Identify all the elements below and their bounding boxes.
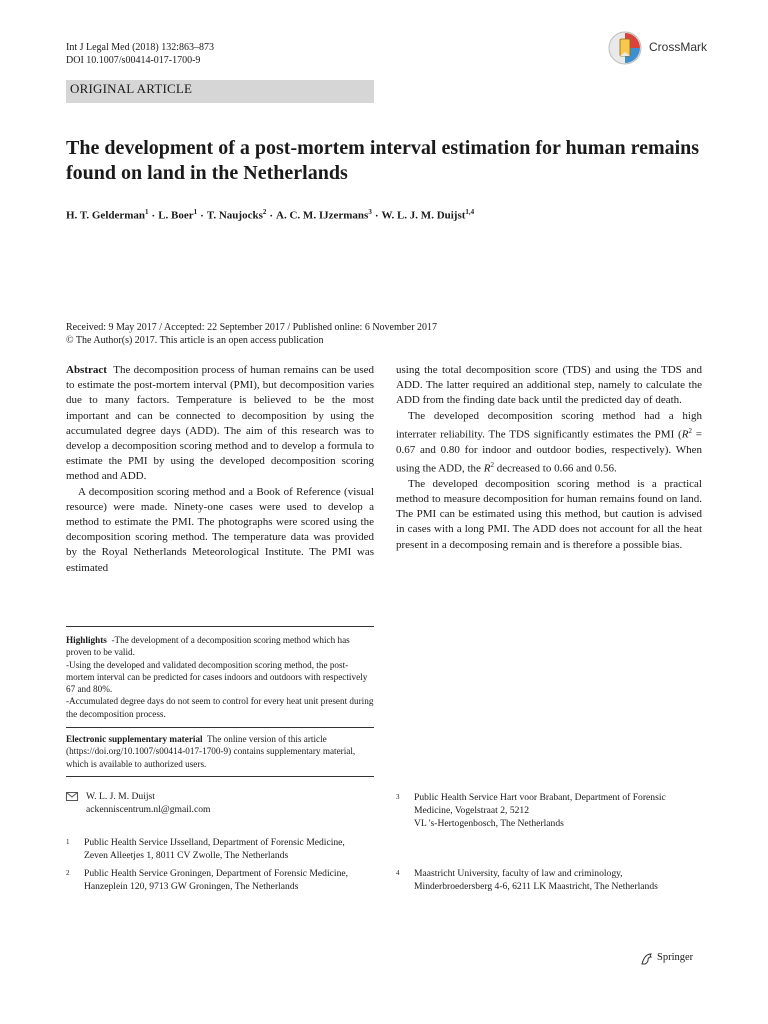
doi-line: DOI 10.1007/s00414-017-1700-9 <box>66 55 201 66</box>
author-name[interactable]: A. C. M. IJzermans <box>276 209 369 222</box>
affiliation-text: Medicine, Vogelstraat 2, 5212 <box>414 805 530 816</box>
article-type-banner: ORIGINAL ARTICLE <box>66 80 374 103</box>
author-name[interactable]: H. T. Gelderman <box>66 209 146 222</box>
divider <box>66 727 374 728</box>
affiliation-text: Maastricht University, faculty of law and criminology, <box>414 868 623 879</box>
journal-reference: Int J Legal Med (2018) 132:863–873 <box>66 42 215 53</box>
abstract-paragraph: using the total decomposition score (TDS) and using the TDS and ADD. The latter required an additional step, namely to calculate the ADD from the finding date back until the predicted day of death. <box>396 364 702 407</box>
affiliation-1 <box>66 836 376 862</box>
divider <box>66 776 374 777</box>
author-affiliation: 1,4 <box>465 208 475 216</box>
crossmark-badge[interactable] <box>607 30 747 66</box>
affiliation-text: Zeven Alleetjes 1, 8011 CV Zwolle, The Netherlands <box>84 850 289 861</box>
author-separator: · <box>200 209 204 222</box>
divider <box>66 626 374 627</box>
author-name[interactable]: L. Boer <box>158 209 194 222</box>
abstract-paragraph <box>66 363 374 485</box>
highlight-item: -Accumulated degree days do not seem to control for every heat unit present during the decomposition process. <box>66 696 374 719</box>
affiliation-number: 3 <box>396 793 400 801</box>
r-squared-symbol: R <box>483 462 491 475</box>
author-affiliation: 2 <box>262 208 267 216</box>
author-affiliation: 3 <box>368 208 372 216</box>
abstract-text: The decomposition process of human remains can be used to estimate the post-mortem interval (PMI), but decomposition varies due to many factors. Temperature is believed to be the most important and can be connected to decomposition by using the accumulated degree days (ADD). The aim of this research was to develop a decomposition scoring method and to develop a formula to estimate the PMI by using the developed decomposition scoring method and ADD. <box>66 364 374 483</box>
journal-citation <box>66 41 214 67</box>
affiliation-text: Minderbroedersberg 4-6, 6211 LK Maastricht, The Netherlands <box>414 881 658 892</box>
highlights-box <box>66 634 374 720</box>
affiliation-text: Public Health Service IJsselland, Department of Forensic Medicine, <box>84 837 345 848</box>
highlights-label: Highlights <box>66 635 107 645</box>
affiliation-text: Public Health Service Hart voor Brabant, Department of Forensic <box>414 792 666 803</box>
affiliation-text: VL 's-Hertogenbosch, The Netherlands <box>414 818 564 829</box>
author-name[interactable]: W. L. J. M. Duijst <box>381 209 466 222</box>
corresponding-email[interactable]: ackenniscentrum.nl@gmail.com <box>86 804 211 815</box>
affiliation-3 <box>396 791 706 830</box>
abstract-left-column <box>66 363 374 576</box>
abstract-paragraph: The developed decomposition scoring method is a practical method to measure decomposition for human remains found on land. The PMI can be estimated using this method, but caution is advised in cases with a long PMI. The ADD does not account for all the heat present in a decomposing remain and is therefore a possible bias. <box>396 477 702 551</box>
affiliation-number: 1 <box>66 838 70 846</box>
author-list <box>66 205 706 223</box>
correspondence-block <box>66 790 376 816</box>
abstract-text: The developed decomposition scoring method had a high interrater reliability. The TDS significantly estimates the PMI ( <box>396 409 702 441</box>
crossmark-icon <box>607 30 643 66</box>
author-affiliation: 1 <box>193 208 198 216</box>
crossmark-label: CrossMark <box>649 40 708 54</box>
esm-text: ) contains supplementary material, which is available to authorized users. <box>66 746 356 769</box>
affiliation-number: 4 <box>396 869 400 877</box>
superscript: 2 <box>688 426 692 435</box>
esm-paragraph <box>66 733 374 770</box>
abstract-right-column <box>396 363 702 553</box>
affiliation-text: Public Health Service Groningen, Department of Forensic Medicine, <box>84 868 349 879</box>
supplementary-material-note <box>66 733 374 770</box>
esm-text: The online version of this article ( <box>66 734 327 757</box>
envelope-icon <box>66 792 78 801</box>
affiliation-4 <box>396 867 706 893</box>
publisher-logo <box>640 952 720 968</box>
springer-horse-icon <box>640 952 654 966</box>
superscript: 2 <box>490 460 494 469</box>
highlight-item <box>66 634 374 659</box>
copyright-line: © The Author(s) 2017. This article is an open access publication <box>66 335 324 346</box>
highlight-item: -Using the developed and validated decomposition scoring method, the post-mortem interval can be predicted for cases indoors and outdoors with respectively 67 and 80%. <box>66 659 368 695</box>
r-squared-symbol: R <box>681 428 689 441</box>
article-title: The development of a post-mortem interval estimation for human remains found on land in the Netherlands <box>66 137 700 184</box>
publisher-name: Springer <box>657 952 694 963</box>
esm-label: Electronic supplementary material <box>66 734 203 744</box>
highlight-text: -The development of a decomposition scoring method which has proven to be valid. <box>66 635 350 658</box>
author-separator: · <box>151 209 156 222</box>
affiliation-2 <box>66 867 376 893</box>
abstract-paragraph <box>396 409 702 477</box>
affiliation-text: Hanzeplein 120, 9713 GW Groningen, The Netherlands <box>84 881 299 892</box>
affiliation-number: 2 <box>66 869 70 877</box>
author-affiliation: 1 <box>145 208 149 216</box>
abstract-text: = 0.67 and 0.80 for indoor and outdoor bodies, respectively). When using the ADD, the <box>396 428 702 475</box>
corresponding-author: W. L. J. M. Duijst <box>86 791 155 802</box>
publication-dates <box>66 321 706 347</box>
author-name[interactable]: T. Naujocks <box>206 209 263 222</box>
author-separator: · <box>374 209 379 222</box>
abstract-text: decreased to 0.66 and 0.56. <box>493 462 617 475</box>
esm-link[interactable]: https://doi.org/10.1007/s00414-017-1700-9 <box>69 746 229 757</box>
abstract-paragraph: A decomposition scoring method and a Book of Reference (visual resource) were made. Ninety-one cases were used to develop a method to estimate the PMI. The photographs were scored using the decomposition scoring method. The temperature data was provided by the Royal Netherlands Meteorological Institute. The PMI was estimated <box>66 485 374 574</box>
dates-line: Received: 9 May 2017 / Accepted: 22 September 2017 / Published online: 6 November 2017 <box>66 322 438 333</box>
abstract-label: Abstract <box>66 364 107 376</box>
author-separator: · <box>269 209 274 222</box>
